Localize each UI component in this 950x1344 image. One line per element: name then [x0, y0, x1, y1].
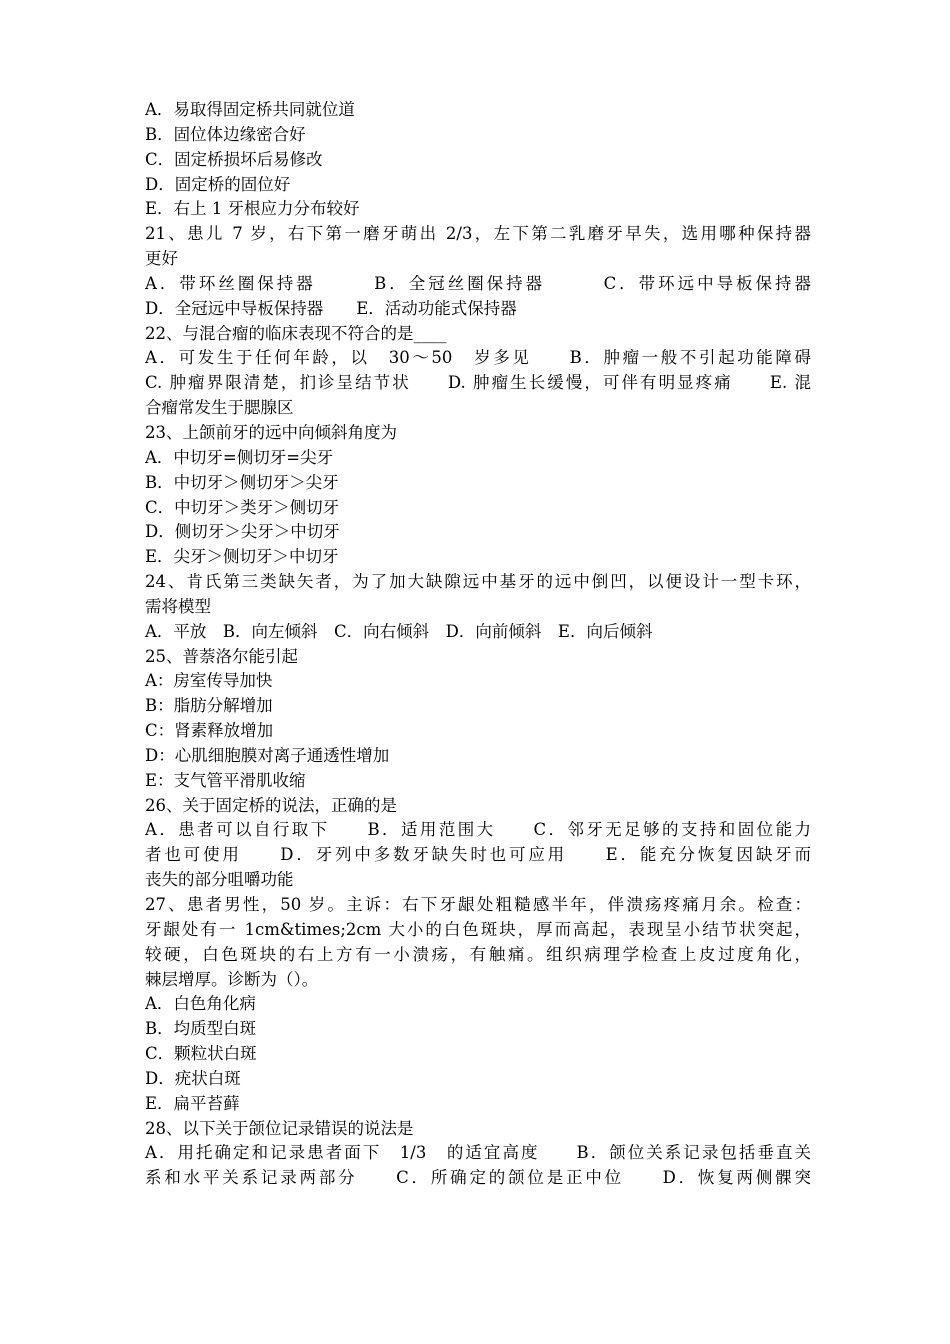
text-line: A．用托确定和记录患者面下 1/3 的适宜高度 B．颌位关系记录包括垂直关 [145, 1143, 811, 1163]
text-line: 28、以下关于颌位记录错误的说法是 [145, 1118, 414, 1138]
text-line: A．白色角化病 [145, 994, 256, 1014]
text-line: B．中切牙＞侧切牙＞尖牙 [145, 472, 339, 492]
text-line: 系和水平关系记录两部分 C．所确定的颌位是正中位 D．恢复两侧髁突 [145, 1168, 811, 1188]
text-line: B．均质型白斑 [145, 1019, 257, 1039]
text-line: 较硬，白色斑块的右上方有一小溃疡，有触痛。组织病理学检查上皮过度角化， [145, 944, 811, 964]
text-line: A．中切牙=侧切牙=尖牙 [145, 447, 334, 467]
text-line: 需将模型 [145, 596, 211, 616]
text-line: 27、患者男性，50 岁。主诉：右下牙龈处粗糙感半年，伴溃疡疼痛月余。检查： [145, 895, 811, 914]
text-line: C．固定桥损坏后易修改 [145, 149, 323, 169]
text-line: 22、与混合瘤的临床表现不符合的是____ [145, 323, 447, 343]
text-line: 丧失的部分咀嚼功能 [145, 870, 294, 890]
text-line: 23、上颌前牙的远中向倾斜角度为 [145, 422, 397, 442]
text-line: E．扁平苔藓 [145, 1093, 240, 1113]
text-line: 牙龈处有一 1cm&times;2cm 大小的白色斑块，厚而高起，表现呈小结节状突起， [145, 919, 811, 939]
text-line: 26、关于固定桥的说法，正确的是 [145, 795, 397, 815]
text-line: B．固位体边缘密合好 [145, 124, 306, 144]
text-line: A．患者可以自行取下 B．适用范围大 C．邻牙无足够的支持和固位能力 [145, 820, 811, 840]
document-page [145, 98, 811, 1191]
text-line: E．右上 1 牙根应力分布较好 [145, 199, 360, 219]
text-line: A：房室传导加快 [145, 671, 273, 691]
text-line: A．可发生于任何年龄，以 30～50 岁多见 B．肿瘤一般不引起功能障碍 [145, 348, 811, 368]
text-line: E．尖牙＞侧切牙＞中切牙 [145, 547, 339, 567]
text-line: 更好 [145, 249, 178, 269]
text-line: 25、普萘洛尔能引起 [145, 646, 298, 666]
text-line: A．易取得固定桥共同就位道 [145, 100, 355, 119]
text-line: A．平放 B．向左倾斜 C．向右倾斜 D．向前倾斜 E．向后倾斜 [145, 621, 653, 641]
text-line: E：支气管平滑肌收缩 [145, 770, 306, 790]
text-line: D．全冠远中导板保持器 E．活动功能式保持器 [145, 298, 517, 318]
text-line: 合瘤常发生于腮腺区 [145, 398, 294, 418]
text-line: D：心肌细胞膜对离子通透性增加 [145, 745, 390, 765]
text-line: C．中切牙＞类牙＞侧切牙 [145, 497, 340, 517]
text-line: D．疣状白斑 [145, 1068, 241, 1088]
text-line: C：肾素释放增加 [145, 721, 274, 741]
text-line: B：脂肪分解增加 [145, 696, 273, 716]
text-line: 21、患儿 7 岁，右下第一磨牙萌出 2/3，左下第二乳磨牙早失，选用哪种保持器 [145, 224, 811, 244]
text-line: 24、肯氏第三类缺矢者，为了加大缺隙远中基牙的远中倒凹，以便设计一型卡环， [145, 572, 811, 592]
text-line: C．颗粒状白斑 [145, 1044, 257, 1064]
text-line: 棘层增厚。诊断为（）。 [145, 969, 319, 989]
text-line: A．带环丝圈保持器 B．全冠丝圈保持器 C．带环远中导板保持器 [145, 273, 811, 293]
text-line: D．固定桥的固位好 [145, 174, 291, 194]
text-line: 者也可使用 D．牙列中多数牙缺失时也可应用 E．能充分恢复因缺牙而 [145, 845, 811, 865]
text-line: C. 肿瘤界限清楚，扪诊呈结节状 D. 肿瘤生长缓慢，可伴有明显疼痛 E. 混 [145, 373, 811, 393]
text-line: D．侧切牙＞尖牙＞中切牙 [145, 522, 340, 542]
